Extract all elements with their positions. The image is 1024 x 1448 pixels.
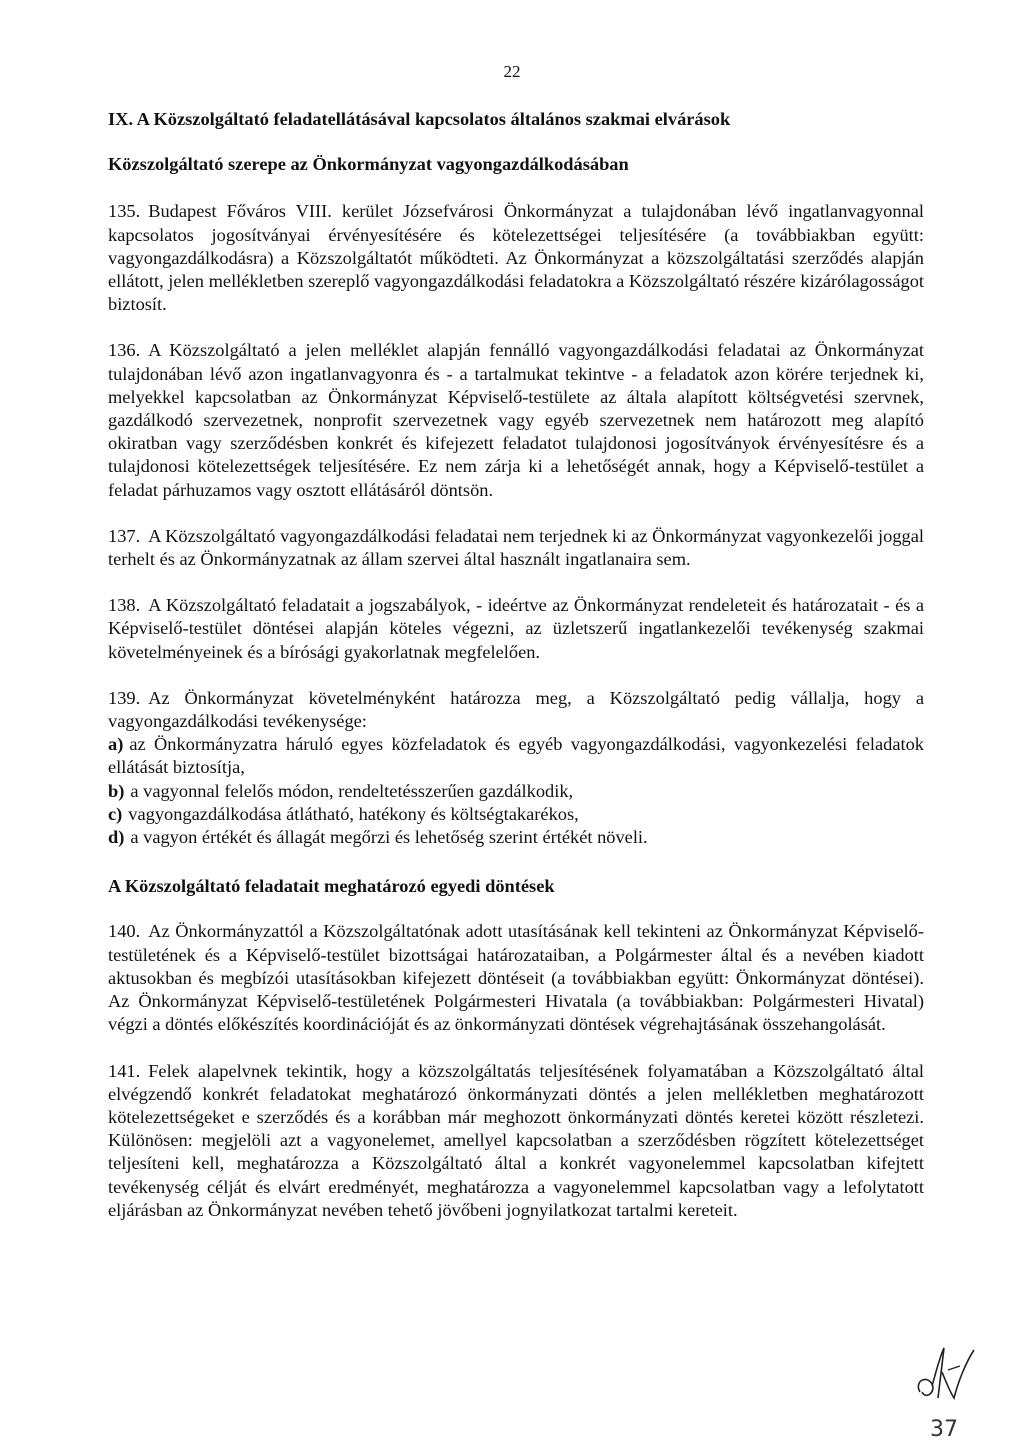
section-title: IX. A Közszolgáltató feladatellátásával kapcsolatos általános szakmai elvárások — [108, 109, 731, 129]
paragraph-141 — [108, 1060, 924, 1222]
handwritten-page-number: 37 — [930, 1417, 958, 1442]
subsection-title-2: A Közszolgáltató feladatait meghatározó egyedi döntések — [108, 876, 555, 897]
paragraph-text: Budapest Főváros VIII. kerület Józsefvárosi Önkormányzat a tulajdonában lévő ingatlanvagyonnal kapcsolatos jogosítványai érvényesítésére és kötelezettségei teljesítésére (a továbbiakban együtt: vagyongazdálkodásra) a Közszolgáltatót működteti. Az Önkormányzat a közszolgáltatási szerződés alapján ellátott, jelen mellékletben szereplő vagyongazdálkodási feladatokra a Közszolgáltató részére kizárólagosságot biztosít. — [108, 201, 924, 315]
handwritten-signature — [912, 1342, 984, 1442]
list-text: a vagyonnal felelős módon, rendeltetésszerűen gazdálkodik, — [130, 780, 574, 801]
paragraph-text: Felek alapelvnek tekintik, hogy a közszolgáltatás teljesítésének folyamatában a Közszolgáltató által elvégzendő konkrét feladatokat meghatározó önkormányzati döntés a jelen mellékletben meghatározott kötelezettségeket e szerződés és a korábban már meghozott önkormányzati döntés keretei között részletezi. Különösen: megjelöli azt a vagyonelemet, amellyel kapcsolatban a szerződésben rögzített kötelezettséget teljesíteni kell, meghatározza a Közszolgáltató által a konkrét vagyonelemmel kapcsolatban kifejtett tevékenység célját és elvárt eredményét, meghatározza a vagyonelemmel kapcsolatban vagy a lefolytatott eljárásban az Önkormányzat nevében tehető jövőbeni jognyilatkozat tartalmi kereteit. — [108, 1060, 924, 1220]
paragraph-number: 141. — [108, 1060, 141, 1081]
paragraph-text: A Közszolgáltató vagyongazdálkodási feladatai nem terjednek ki az Önkormányzat vagyonkezelői joggal terhelt és az Önkormányzatnak az állam szervei által használt ingatlanaira sem. — [108, 525, 924, 570]
paragraph-number: 139. — [108, 687, 141, 708]
paragraph-number: 135. — [108, 201, 141, 222]
paragraph-137 — [108, 525, 924, 571]
paragraph-135 — [108, 200, 924, 316]
paragraph-139 — [108, 687, 924, 733]
list-letter: b) — [108, 780, 125, 801]
list-item — [108, 780, 924, 803]
list-text: az Önkormányzatra háruló egyes közfeladatok és egyéb vagyongazdálkodási, vagyonkezelési feladatok ellátását biztosítja, — [108, 734, 924, 778]
paragraph-text: A Közszolgáltató a jelen melléklet alapján fennálló vagyongazdálkodási feladatai az Önkormányzat tulajdonában lévő azon ingatlanvagyonra és - a tartalmukat tekintve - a feladatok azon körére terjednek ki, melyekkel kapcsolatban az Önkormányzat Képviselő-testülete az általa alapított költségvetési szervnek, gazdálkodó szervezetnek, nonprofit szervezetnek vagy egyéb szervezetnek nem határozott meg alapító okiratban vagy szerződésben konkrét és kifejezett feladatot tulajdonosi jogosítványok érvényesítésre és a tulajdonosi kötelezettségek teljesítésére. Ez nem zárja ki a lehetőségét annak, hogy a Képviselő-testület a feladat párhuzamos vagy osztott ellátásáról döntsön. — [108, 340, 924, 500]
list-letter: a) — [108, 734, 124, 755]
list-item — [108, 733, 924, 779]
requirements-list — [108, 733, 924, 849]
paragraph-text: A Közszolgáltató feladatait a jogszabályok, - ideértve az Önkormányzat rendeleteit és határozatait - és a Képviselő-testület döntései alapján köteles végezni, az üzletszerű ingatlankezelői tevékenység szakmai követelményeinek és a bírósági gyakorlatnak megfelelően. — [108, 595, 924, 662]
subsection-title-1: Közszolgáltató szerepe az Önkormányzat vagyongazdálkodásában — [108, 154, 629, 175]
paragraph-text: Az Önkormányzattól a Közszolgáltatónak adott utasításának kell tekinteni az Önkormányzat Képviselő-testületének és a Képviselő-testület bizottságai határozataiban, a Polgármester által és a nevében kiadott aktusokban és megbízói utasításokban kifejezett döntéseit (a továbbiakban együtt: Önkormányzat döntései). Az Önkormányzat Képviselő-testületének Polgármesteri Hivatala (a továbbiakban: Polgármesteri Hivatal) végzi a döntés előkészítés koordinációját és az önkormányzati döntések végrehajtásának összehangolását. — [108, 921, 924, 1035]
paragraph-text: Az Önkormányzat követelményként határozza meg, a Közszolgáltató pedig vállalja, hogy a vagyongazdálkodási tevékenysége: — [108, 687, 924, 732]
paragraph-136 — [108, 339, 924, 501]
paragraph-number: 138. — [108, 595, 141, 616]
list-item — [108, 803, 924, 826]
paragraph-138 — [108, 594, 924, 664]
list-letter: c) — [108, 803, 123, 824]
list-text: vagyongazdálkodása átlátható, hatékony és költségtakarékos, — [128, 803, 579, 824]
list-text: a vagyon értékét és állagát megőrzi és lehetőség szerint értékét növeli. — [130, 827, 648, 848]
page-number: 22 — [503, 62, 521, 81]
paragraph-number: 136. — [108, 340, 141, 361]
paragraph-number: 140. — [108, 921, 141, 942]
list-item — [108, 826, 924, 849]
paragraph-140 — [108, 920, 924, 1036]
document-body — [108, 108, 924, 1245]
paragraph-number: 137. — [108, 525, 141, 546]
list-letter: d) — [108, 827, 125, 848]
